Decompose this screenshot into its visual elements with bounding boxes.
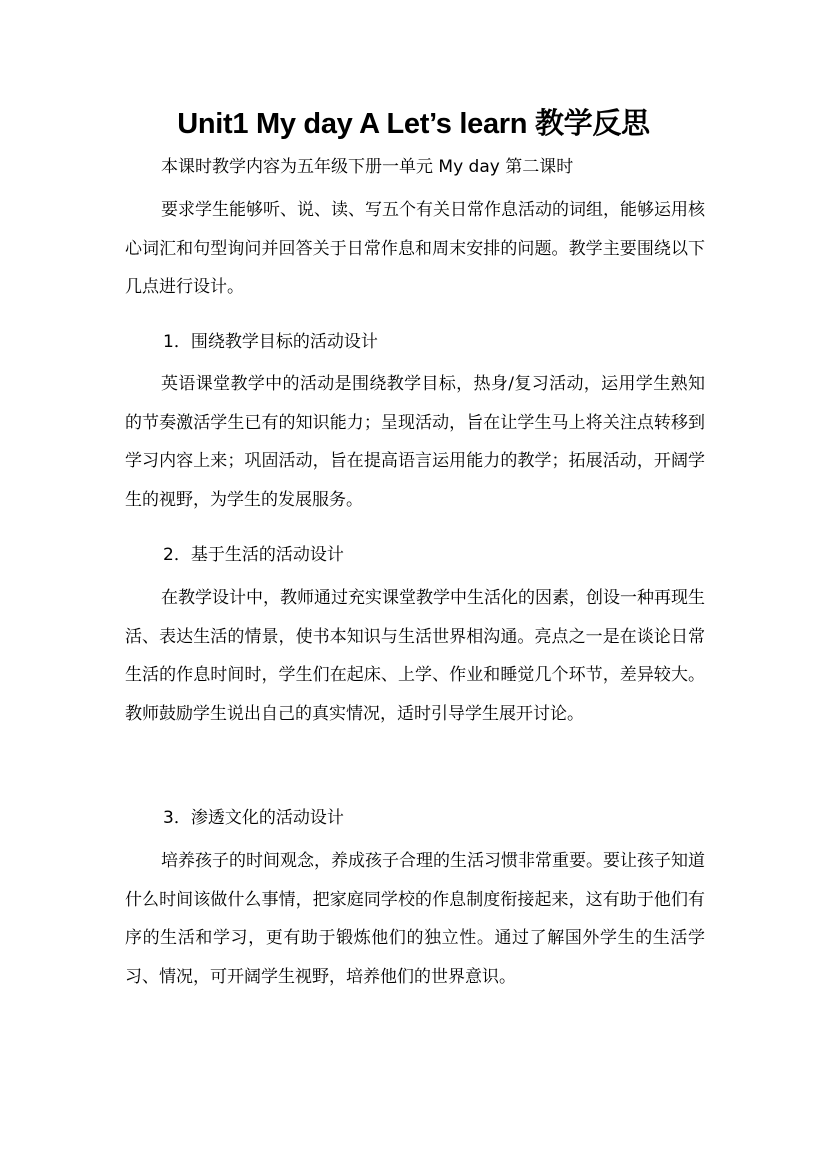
intro-line: [125, 148, 705, 187]
section-1-heading: [125, 323, 705, 362]
section-3-heading-text: 3．渗透文化的活动设计: [163, 808, 344, 828]
aim-paragraph: [125, 191, 705, 307]
section-2-heading: [125, 536, 705, 575]
section-3-heading: [125, 799, 705, 838]
section-1-heading-text: 1．围绕教学目标的活动设计: [163, 332, 378, 352]
section-2-heading-text: 2．基于生活的活动设计: [163, 545, 344, 565]
section-3-body-text: 培养孩子的时间观念，养成孩子合理的生活习惯非常重要。要让孩子知道什么时间该做什么事情，把家庭同学校的作息制度衔接起来，这有助于他们有序的生活和学习，更有助于锻炼他们的独立性。通过了解国外学生的生活学习、情况，可开阔学生视野，培养他们的世界意识。: [125, 851, 705, 987]
section-2-body: [125, 579, 705, 733]
section-3-body: [125, 842, 705, 996]
section-2-body-text: 在教学设计中，教师通过充实课堂教学中生活化的因素，创设一种再现生活、表达生活的情景，使书本知识与生活世界相沟通。亮点之一是在谈论日常生活的作息时间时，学生们在起床、上学、作业和睡觉几个环节，差异较大。教师鼓励学生说出自己的真实情况，适时引导学生展开讨论。: [125, 588, 705, 724]
section-1-body: [125, 365, 705, 519]
intro-text: 本课时教学内容为五年级下册一单元 My day 第二课时: [161, 157, 574, 177]
section-1-body-text: 英语课堂教学中的活动是围绕教学目标，热身/复习活动，运用学生熟知的节奏激活学生已有的知识能力；呈现活动，旨在让学生马上将关注点转移到学习内容上来；巩固活动，旨在提高语言运用能力的教学；拓展活动，开阔学生的视野，为学生的发展服务。: [125, 374, 705, 510]
aim-paragraph-text: 要求学生能够听、说、读、写五个有关日常作息活动的词组，能够运用核心词汇和句型询问并回答关于日常作息和周末安排的问题。教学主要围绕以下几点进行设计。: [125, 200, 705, 297]
document-title: Unit1 My day A Let’s learn 教学反思: [177, 108, 650, 140]
